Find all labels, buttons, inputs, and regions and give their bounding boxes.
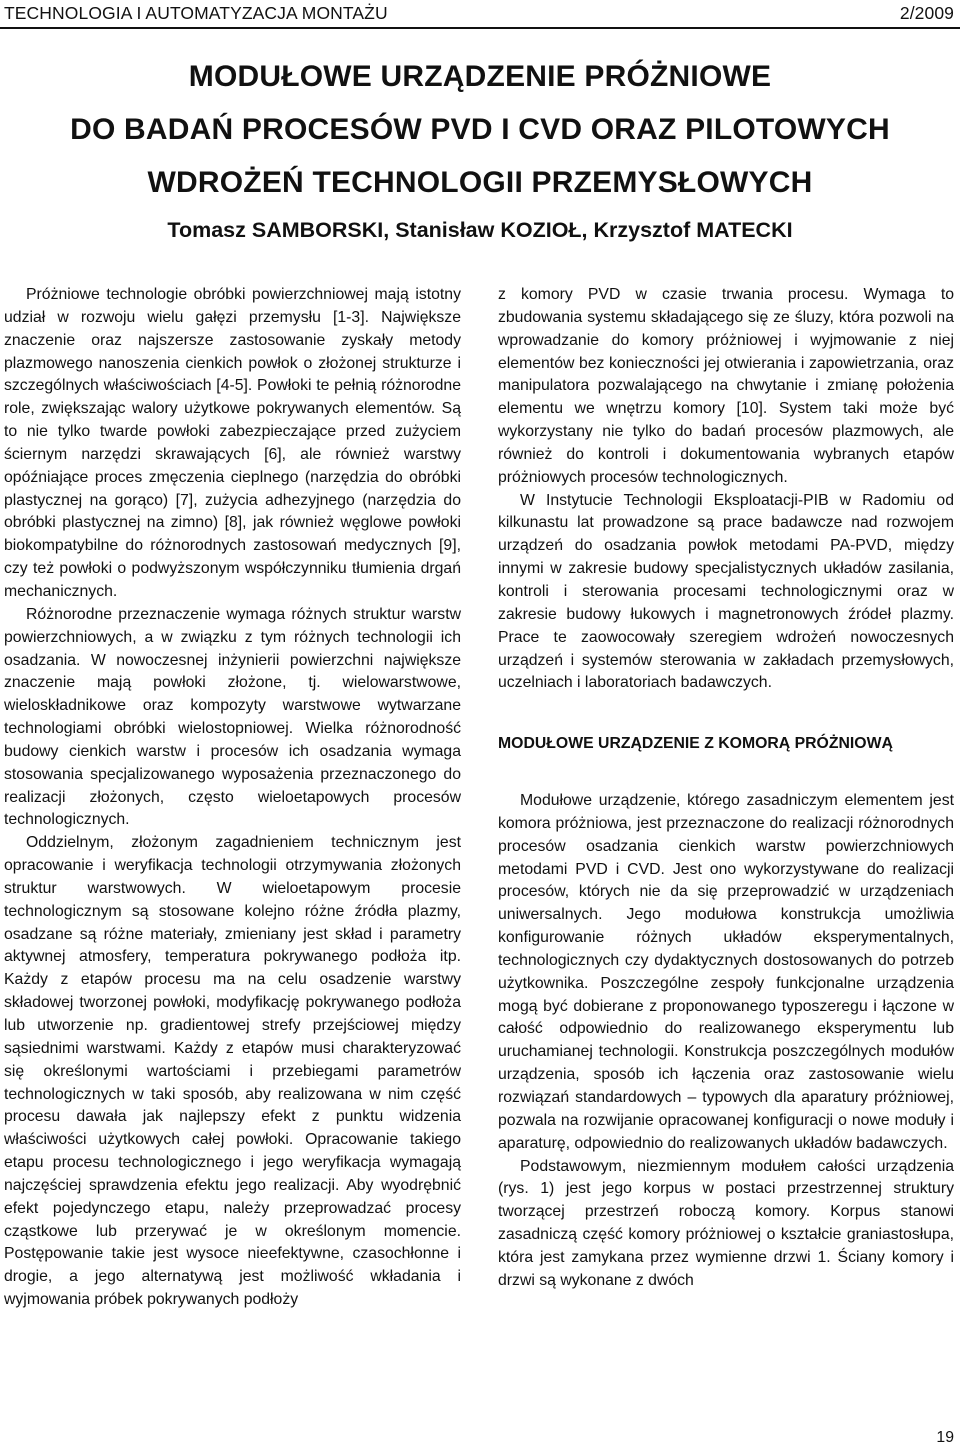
title-line-3: WDROŻEŃ TECHNOLOGII PRZEMYSŁOWYCH (147, 166, 813, 199)
title-line-1: MODUŁOWE URZĄDZENIE PRÓŻNIOWE (188, 60, 772, 93)
left-column (4, 284, 461, 1312)
paragraph: Próżniowe technologie obróbki powierzchniowej mają istotny udział w rozwoju wielu gałęzi przemysłu [1-3]. Największe znaczenie oraz najszersze zastosowanie zyskały metody plazmowego nanoszenia cienkich powłok o złożonej strukturze i szczególnych właściwościach [4-5]. Powłoki te pełnią różnorodne role, zwiększając walory użytkowe pokrywanych elementów. Są to nie tylko twarde powłoki zabezpieczające przed zużyciem ściernym narzędzi skrawających [6], ale również warstwy opóźniające proces zmęczenia cieplnego (narzędzia do obróbki plastycznej na gorąco) [7], zużycia adhezyjnego (narzędzia do obróbki plastycznej na zimno) [8], jak również węglowe powłoki biokompatybilne do różnorodnych zastosowań medycznych [9], czy też powłoki o podwyższonym współczynniku tłumienia drgań mechanicznych. (4, 286, 461, 600)
section-heading: MODUŁOWE URZĄDZENIE Z KOMORĄ PRÓŻNIOWĄ (498, 735, 893, 753)
right-column (498, 284, 954, 1293)
page-number: 19 (936, 1429, 954, 1446)
paragraph: W Instytucie Technologii Eksploatacji-PIB w Radomiu od kilkunastu lat prowadzone są prace badawcze nad rozwojem urządzeń do osadzania powłok metodami PA-PVD, między innymi w zakresie budowy specjalistycznych układów zasilania, kontroli i sterowania procesami technologicznymi oraz w zakresie budowy łukowych i magnetronowych źródeł plazmy. Prace te zaowocowały szeregiem wdrożeń nowoczesnych urządzeń i systemów sterowania w zakładach przemysłowych, uczelniach i laboratoriach badawczych. (498, 491, 954, 692)
paragraph: z komory PVD w czasie trwania procesu. Wymaga to zbudowania systemu składającego się ze śluzy, która pozwoli na wprowadzanie do komory próżniowej i wyjmowanie z niej elementów bez konieczności jej otwierania i zapowietrzania, oraz manipulatora pozwalającego na chwytanie i zmianę położenia elementu we wnętrzu komory [10]. System taki może być wykorzystany nie tylko do badań procesów plazmowych, ale również do kontroli i dokumentowania wybranych etapów próżniowych procesów technologicznych. (498, 286, 954, 486)
header-rule (0, 27, 960, 29)
paragraph: Oddzielnym, złożonym zagadnieniem technicznym jest opracowanie i weryfikacja technologii otrzymywania złożonych struktur warstwowych. W wieloetapowym procesie technologicznym są stosowane kolejno różne źródła plazmy, osadzane są różne materiały, zmieniany jest skład i parametry aktywnej atmosfery, temperatura pokrywanego podłoża itp. Każdy z etapów procesu ma na celu osadzenie warstwy składowej tworzonej powłoki, modyfikację pokrywanego podłoża lub utworzenie np. gradientowej strefy przejściowej między sąsiednimi warstwami. Każdy z etapów musi charakteryzować się określonymi wartościami i przebiegami parametrów technologicznych w taki sposób, aby realizowana w nim część procesu dawała jak najlepszy efekt z punktu widzenia właściwości użytkowych całej powłoki. Opracowanie takiego etapu procesu technologicznego i jego weryfikacja wymagają najczęściej sprawdzenia efektu jego realizacji. Aby wyodrębnić efekt pojedynczego etapu, należy przeprowadzać procesy cząstkowe lub przerywać je w określonym momencie. Postępowanie takie jest wysoce nieefektywne, czasochłonne i drogie, a jego alternatywą jest możliwość wkładania i wyjmowania próbek pokrywanych podłoży (4, 834, 461, 1309)
article-title (0, 50, 960, 209)
title-line-2: DO BADAŃ PROCESÓW PVD I CVD ORAZ PILOTOWYCH (70, 113, 890, 146)
paragraph: Podstawowym, niezmiennym modułem całości urządzenia (rys. 1) jest jego korpus w postaci przestrzennej struktury tworzącej przestrzeń roboczą komory. Korpus stanowi zasadniczą część komory próżniowej o kształcie graniastosłupa, która jest zamykana przez wymienne drzwi 1. Ściany komory i drzwi są wykonane z dwóch (498, 1157, 954, 1289)
authors: Tomasz SAMBORSKI, Stanisław KOZIOŁ, Krzysztof MATECKI (167, 218, 793, 242)
journal-name: TECHNOLOGIA I AUTOMATYZACJA MONTAŻU (4, 3, 388, 23)
paragraph: Różnorodne przeznaczenie wymaga różnych struktur warstw powierzchniowych, a w związku z tym różnych technologii ich osadzania. W nowoczesnej inżynierii powierzchni największe znaczenie mają powłoki złożone, tj. wielowarstwowe, wieloskładnikowe oraz kompozyty warstwowe wytwarzane technologiami obróbki wielostopniowej. Wielka różnorodność budowy cienkich warstw i procesów ich osadzania wymaga stosowania specjalizowanego wyposażenia przeznaczonego do realizacji złożonych, często wieloetapowych procesów technologicznych. (4, 605, 461, 829)
issue-number: 2/2009 (899, 3, 954, 23)
paragraph: Modułowe urządzenie, którego zasadniczym elementem jest komora próżniowa, jest przeznaczone do realizacji różnorodnych procesów osadzania cienkich warstw powierzchniowych metodami PVD i CVD. Jest ono wykorzystywane do realizacji procesów, których nie da się przeprowadzić w urządzeniach uniwersalnych. Jego modułowa konstrukcja umożliwia konfigurowanie różnych układów eksperymentalnych, technologicznych czy dydaktycznych dostosowanych do potrzeb użytkownika. Poszczególne zespoły funkcjonalne urządzenia mogą być dobierane z proponowanego typoszeregu i łączone w całość odpowiednio do realizowanego eksperymentu lub uruchamianej technologii. Konstrukcja poszczególnych modułów urządzenia, sposób ich łączenia oraz zastosowanie wielu rozwiązań standardowych – typowych dla aparatury próżniowej, pozwala na rozwijanie opracowanej konfiguracji o nowe moduły i aparaturę, odpowiednio do realizowanych układów badawczych. (498, 792, 954, 1152)
running-header (0, 0, 960, 28)
